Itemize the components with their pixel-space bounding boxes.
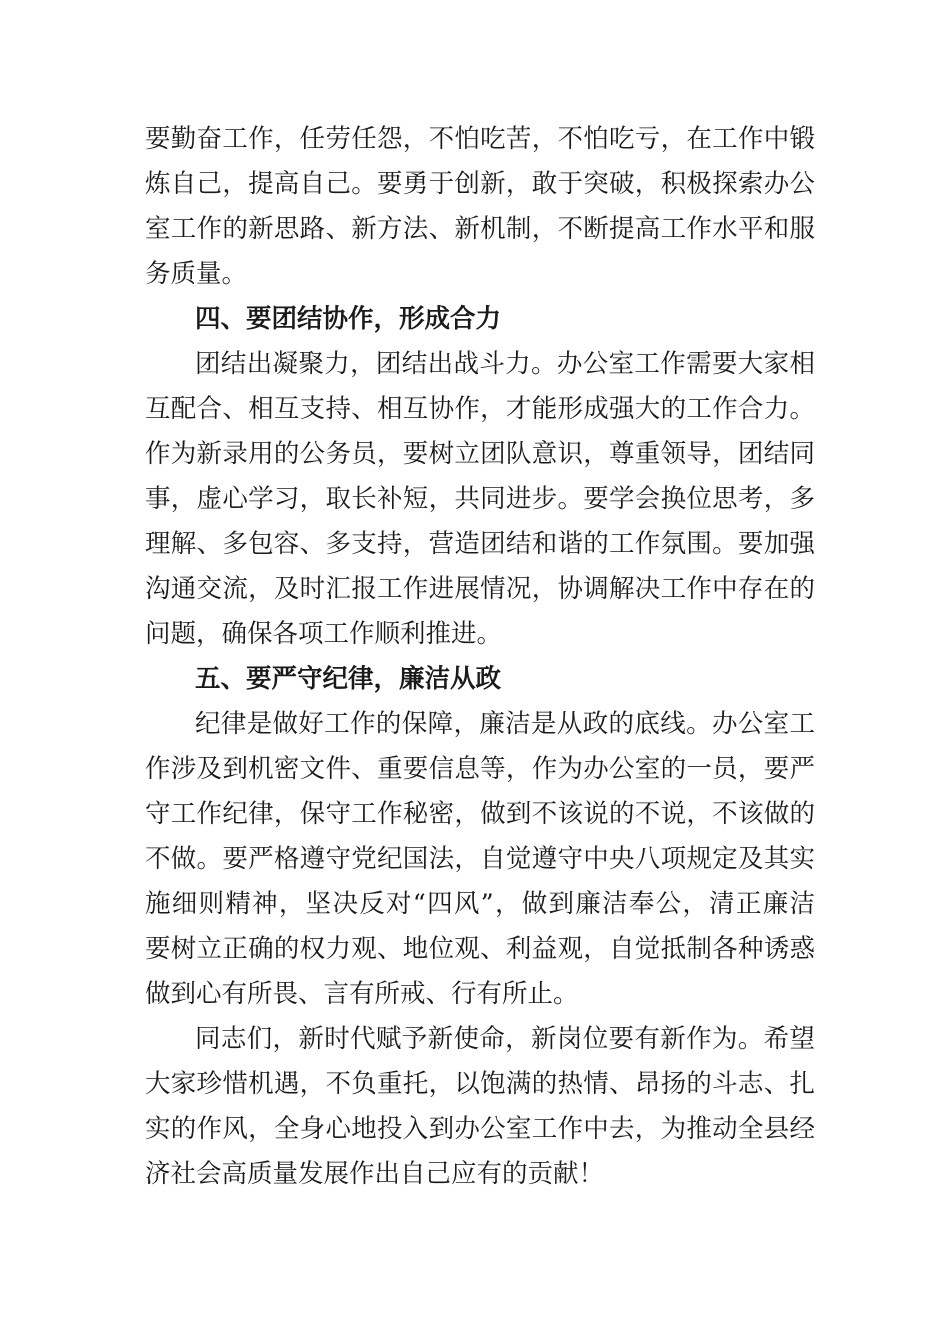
text-line: 纪律是做好工作的保障，廉洁是从政的底线。办公室工 <box>195 709 815 739</box>
text-line: 理解、多包容、多支持，营造团结和谐的工作氛围。要加强 <box>145 529 815 559</box>
text-line: 要树立正确的权力观、地位观、利益观，自觉抵制各种诱惑 <box>145 934 815 964</box>
text-line: 实的作风，全身心地投入到办公室工作中去，为推动全县经 <box>145 1114 815 1144</box>
text-line: 室工作的新思路、新方法、新机制，不断提高工作水平和服 <box>145 214 815 244</box>
text-line: 施细则精神，坚决反对“四风”，做到廉洁奉公，清正廉洁 <box>145 889 815 919</box>
text-line: 不做。要严格遵守党纪国法，自觉遵守中央八项规定及其实 <box>145 844 815 874</box>
text-line: 互配合、相互支持、相互协作，才能形成强大的工作合力。 <box>145 394 815 424</box>
section-heading-5: 五、要严守纪律，廉洁从政 <box>195 664 502 694</box>
text-line: 团结出凝聚力，团结出战斗力。办公室工作需要大家相 <box>195 349 815 379</box>
text-line: 炼自己，提高自己。要勇于创新，敢于突破，积极探索办公 <box>145 169 815 199</box>
paragraph-discipline <box>145 702 815 1017</box>
paragraph-closing <box>145 1017 815 1197</box>
text-line: 要勤奋工作，任劳任怨，不怕吃苦，不怕吃亏，在工作中锻 <box>145 124 815 154</box>
text-line: 作为新录用的公务员，要树立团队意识，尊重领导，团结同 <box>145 439 815 469</box>
text-line: 问题，确保各项工作顺利推进。 <box>145 619 503 649</box>
paragraph-teamwork <box>145 342 815 657</box>
text-line: 守工作纪律，保守工作秘密，做到不该说的不说，不该做的 <box>145 799 815 829</box>
section-heading-4: 四、要团结协作，形成合力 <box>195 304 502 334</box>
text-line: 同志们，新时代赋予新使命，新岗位要有新作为。希望 <box>195 1024 815 1054</box>
text-line: 沟通交流，及时汇报工作进展情况，协调解决工作中存在的 <box>145 574 815 604</box>
paragraph-continuation <box>145 117 815 297</box>
text-line: 大家珍惜机遇，不负重托，以饱满的热情、昂扬的斗志、扎 <box>145 1069 815 1099</box>
text-line: 作涉及到机密文件、重要信息等，作为办公室的一员，要严 <box>145 754 815 784</box>
text-line: 事，虚心学习，取长补短，共同进步。要学会换位思考，多 <box>145 484 815 514</box>
text-line: 济社会高质量发展作出自己应有的贡献！ <box>145 1159 605 1189</box>
text-line: 务质量。 <box>145 259 248 289</box>
text-line: 做到心有所畏、言有所戒、行有所止。 <box>145 979 579 1009</box>
